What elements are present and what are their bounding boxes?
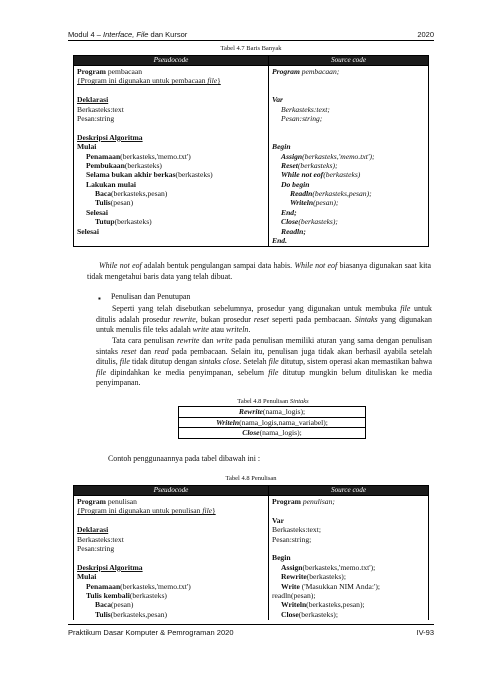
keyword: Lakukan mulai bbox=[86, 179, 137, 189]
syntax-cell bbox=[179, 407, 366, 418]
keyword: Program bbox=[272, 67, 300, 76]
table1-col-source: Source code bbox=[269, 56, 429, 66]
table3-source-cell bbox=[269, 496, 429, 621]
keyword: Begin bbox=[272, 142, 291, 152]
code-line bbox=[272, 86, 425, 95]
text-run: , bukan prosedur bbox=[195, 314, 254, 324]
code-line bbox=[77, 516, 265, 525]
italic-term: file bbox=[268, 367, 279, 377]
text-run: . bbox=[248, 325, 251, 335]
table3-caption: Tabel 4.8 Penulisan bbox=[225, 475, 277, 482]
keyword: Penamaan bbox=[86, 151, 121, 161]
paragraph-penulisan-2 bbox=[96, 336, 432, 389]
code-line bbox=[77, 582, 265, 591]
code-line bbox=[272, 208, 425, 217]
keyword: End; bbox=[281, 207, 297, 217]
bullet-icon: ▪ bbox=[98, 294, 101, 303]
code-text: (berkasteks); bbox=[297, 160, 338, 170]
code-line bbox=[77, 170, 265, 179]
code-text: (berkasteks,pesan) bbox=[111, 189, 168, 199]
keyword: Assign bbox=[281, 562, 303, 572]
syntax-args: (nama_logis); bbox=[262, 407, 306, 417]
keyword: Readln; bbox=[281, 226, 306, 236]
italic-term: sintaks close bbox=[199, 357, 240, 367]
keyword: Baca bbox=[95, 189, 112, 199]
code-line bbox=[272, 553, 425, 562]
table3-source-lines bbox=[272, 497, 425, 619]
code-line bbox=[272, 227, 425, 236]
code-text: (berkasteks); bbox=[298, 609, 338, 619]
keyword: While not eof bbox=[281, 170, 324, 180]
italic-term: file bbox=[400, 304, 411, 313]
code-line bbox=[77, 198, 265, 207]
code-line bbox=[272, 198, 425, 207]
keyword: End. bbox=[272, 236, 287, 246]
table3 bbox=[73, 485, 429, 620]
code-line bbox=[272, 236, 425, 245]
code-text: Berkasteks:text; bbox=[272, 525, 321, 535]
keyword: Writeln bbox=[281, 600, 307, 610]
code-text: (berkasteks) bbox=[129, 590, 167, 600]
code-text: penulisan bbox=[105, 497, 137, 506]
paragraph-while-not-eof: While not eof adalah bentuk pengulangan sampai data habis. While not eof biasanya digunakan saat kita tidak mengetahui baris data yang telah dibuat. bbox=[87, 261, 432, 281]
code-line bbox=[272, 497, 425, 506]
table1-source-cell bbox=[269, 66, 429, 247]
code-text: (pesan); bbox=[313, 198, 339, 208]
syntax-args: (nama_logis,nama_variabel); bbox=[239, 417, 328, 427]
keyword: Program bbox=[272, 497, 301, 506]
code-line bbox=[77, 544, 265, 553]
keyword: Selesai bbox=[86, 207, 108, 217]
code-line bbox=[272, 544, 425, 553]
keyword: Mulai bbox=[77, 142, 97, 152]
italic-term: file bbox=[119, 357, 130, 367]
text-run: ditutup mungkin belum dituliskan ke media penyimpanan. bbox=[96, 367, 432, 388]
code-line bbox=[272, 142, 425, 151]
code-text: Pesan:string; bbox=[281, 113, 323, 123]
code-line bbox=[77, 208, 265, 217]
module-title: Modul 4 – Interface, File dan Kursor bbox=[68, 30, 188, 39]
table3-pseudocode-lines bbox=[77, 497, 265, 619]
code-line bbox=[272, 123, 425, 132]
code-text: (berkasteks) bbox=[114, 217, 152, 227]
code-text: {Program ini digunakan untuk penulisan bbox=[77, 506, 203, 516]
code-line bbox=[272, 516, 425, 525]
underlined-text bbox=[77, 525, 108, 534]
code-text: {Program ini digunakan untuk pembacaan bbox=[77, 76, 208, 86]
code-line bbox=[272, 189, 425, 198]
code-text: (berkasteks); bbox=[306, 572, 346, 582]
underlined-text bbox=[77, 95, 108, 104]
code-text: pembacaan bbox=[105, 67, 143, 76]
code-line bbox=[77, 535, 265, 544]
code-line bbox=[272, 563, 425, 572]
code-text: (berkasteks,'memo.txt'); bbox=[302, 562, 376, 572]
code-text: Berkasteks:text bbox=[77, 534, 124, 544]
code-line bbox=[77, 591, 265, 600]
paragraph-penulisan-1 bbox=[96, 304, 432, 336]
code-text: (pesan) bbox=[111, 600, 134, 610]
italic-term: read bbox=[154, 346, 169, 356]
italic-term: reset bbox=[121, 346, 137, 356]
code-line bbox=[77, 105, 265, 114]
code-line bbox=[77, 525, 265, 534]
table1-caption: Tabel 4.7 Baris Banyak bbox=[220, 45, 282, 52]
code-line bbox=[272, 217, 425, 226]
syntax-cell bbox=[179, 417, 366, 428]
italic-term: rewrite bbox=[173, 314, 196, 324]
code-line bbox=[272, 161, 425, 170]
code-text: (pesan) bbox=[110, 198, 134, 208]
keyword: Tulis bbox=[95, 198, 111, 208]
code-line bbox=[77, 142, 265, 151]
table1-col-pseudocode: Pseudocode bbox=[74, 56, 269, 66]
text-run: ditutup, sistem operasi akan memastikan bahwa bbox=[278, 357, 432, 367]
italic-term: write bbox=[192, 325, 209, 335]
keyword: Program bbox=[77, 67, 106, 76]
code-line bbox=[77, 180, 265, 189]
code-line bbox=[272, 133, 425, 142]
table1-pseudocode-cell bbox=[74, 66, 269, 247]
keyword: Tulis kembali bbox=[86, 590, 130, 600]
code-line bbox=[77, 133, 265, 142]
code-line bbox=[272, 105, 425, 114]
code-text: penulisan; bbox=[300, 497, 335, 506]
syntax-keyword: Rewrite bbox=[238, 407, 263, 417]
keyword: Write bbox=[281, 581, 300, 591]
keyword: Do begin bbox=[281, 179, 310, 189]
text-run: pada pembacaan. Selain itu, penulisan juga tidak akan berhasil ayabila setelah ditulis, bbox=[96, 346, 432, 367]
text-run: tidak ditutup dengan bbox=[129, 357, 200, 367]
text-run: untuk ditulis adalah prosedur bbox=[96, 304, 432, 324]
page-header bbox=[68, 30, 434, 44]
code-line bbox=[77, 572, 265, 581]
italic-term: Sintaks bbox=[354, 314, 378, 324]
italic-word: file bbox=[207, 76, 218, 86]
table1-pseudocode-lines bbox=[77, 67, 265, 236]
keyword: Close bbox=[281, 609, 299, 619]
code-line bbox=[272, 76, 425, 85]
code-text: Pesan:string bbox=[77, 543, 115, 553]
table3-col-source: Source code bbox=[269, 486, 429, 496]
code-line bbox=[77, 610, 265, 619]
code-line bbox=[77, 189, 265, 198]
code-line bbox=[272, 582, 425, 591]
syntax-keyword: Close bbox=[242, 428, 260, 438]
table1 bbox=[73, 55, 429, 247]
underlined-text bbox=[77, 506, 216, 515]
code-text: } bbox=[217, 76, 221, 86]
keyword: Close bbox=[281, 217, 299, 227]
keyword: Writeln bbox=[290, 198, 314, 208]
code-line bbox=[77, 67, 265, 76]
intro-table3: Contoh penggunaannya pada tabel dibawah ini : bbox=[108, 454, 261, 463]
syntax-args: (nama_logis); bbox=[259, 428, 302, 438]
header-rule bbox=[68, 40, 434, 41]
code-line bbox=[77, 563, 265, 572]
code-line bbox=[77, 123, 265, 132]
keyword: Tulis bbox=[95, 609, 111, 619]
code-text: } bbox=[212, 506, 216, 516]
code-text: ('Masukkan NIM Anda:'); bbox=[299, 581, 380, 591]
code-line bbox=[272, 67, 425, 76]
keyword: Assign bbox=[281, 151, 303, 161]
text-run: pada penulisan memiliki aturan yang sama dengan penulisan sintaks bbox=[96, 336, 432, 356]
code-line bbox=[77, 217, 265, 226]
text-run: dipindahkan ke media penyimpanan, sebelum bbox=[106, 367, 269, 377]
underlined-text bbox=[77, 563, 143, 572]
page-footer bbox=[68, 628, 434, 637]
text-run: Seperti yang telah disebutkan sebelumnya, prosedur yang digunakan untuk membuka bbox=[112, 304, 401, 313]
code-text: (berkasteks) bbox=[124, 160, 162, 170]
code-line bbox=[77, 114, 265, 123]
syntax-keyword: Writeln bbox=[216, 417, 240, 427]
keyword: Readln bbox=[290, 189, 313, 199]
keyword: Deskripsi Algoritma bbox=[77, 132, 143, 142]
syntax-row bbox=[179, 417, 366, 428]
code-line bbox=[272, 525, 425, 534]
code-line bbox=[77, 152, 265, 161]
table3-pseudocode-cell bbox=[74, 496, 269, 621]
footer-title: Praktikum Dasar Komputer & Pemrograman 2020 bbox=[68, 628, 234, 637]
code-line bbox=[77, 553, 265, 562]
keyword: Var bbox=[272, 95, 283, 105]
code-text: (berkasteks) bbox=[175, 170, 213, 180]
code-line bbox=[77, 95, 265, 104]
table2-caption: Tabel 4.8 Penulisan Sintaks bbox=[237, 398, 309, 405]
code-line bbox=[272, 506, 425, 515]
code-line bbox=[77, 600, 265, 609]
keyword: Selama bukan akhir berkas bbox=[86, 170, 176, 180]
code-text: Berkasteks:text; bbox=[281, 104, 330, 114]
keyword: Penamaan bbox=[86, 581, 121, 591]
syntax-cell bbox=[179, 428, 366, 439]
keyword: Tutup bbox=[95, 217, 115, 227]
section-heading: Penulisan dan Penutupan bbox=[111, 292, 191, 301]
syntax-row bbox=[179, 407, 366, 418]
code-line bbox=[272, 170, 425, 179]
keyword: Program bbox=[77, 497, 106, 506]
code-line bbox=[272, 95, 425, 104]
code-text: pembacaan; bbox=[299, 67, 340, 76]
italic-term: file bbox=[96, 367, 107, 377]
code-text: (berkasteks,'memo.txt') bbox=[120, 581, 191, 591]
keyword: Selesai bbox=[77, 226, 99, 236]
code-text: (berkasteks); bbox=[298, 217, 338, 227]
code-line bbox=[77, 161, 265, 170]
footer-rule bbox=[68, 624, 434, 625]
italic-term: reset bbox=[253, 314, 269, 324]
keyword: Mulai bbox=[77, 572, 97, 582]
code-line bbox=[272, 610, 425, 619]
code-text: Pesan:string bbox=[77, 113, 115, 123]
text-run: yang digunakan untuk menulis file teks adalah bbox=[96, 314, 432, 335]
keyword: Deklarasi bbox=[77, 95, 109, 105]
keyword: Baca bbox=[95, 600, 112, 610]
code-text: (berkasteks,'memo.txt'); bbox=[302, 151, 375, 161]
italic-term: rewrite bbox=[176, 336, 200, 345]
code-line bbox=[77, 86, 265, 95]
keyword: Var bbox=[272, 515, 284, 525]
code-line bbox=[272, 591, 425, 600]
code-text: (berkasteks,'memo.txt') bbox=[120, 151, 191, 161]
code-line bbox=[77, 227, 265, 236]
table2 bbox=[178, 406, 366, 439]
text-run: atau bbox=[208, 325, 226, 335]
text-run: dan bbox=[199, 336, 217, 345]
code-line bbox=[77, 497, 265, 506]
text-run: seperti pada pembacaan. bbox=[268, 314, 355, 324]
italic-term: file bbox=[268, 357, 279, 367]
syntax-row bbox=[179, 428, 366, 439]
header-year: 2020 bbox=[417, 30, 434, 39]
table3-col-pseudocode: Pseudocode bbox=[74, 486, 269, 496]
page-number: IV-93 bbox=[416, 628, 434, 637]
code-text: (berkasteks,pesan); bbox=[312, 189, 372, 199]
code-line bbox=[272, 152, 425, 161]
keyword: Deskripsi Algoritma bbox=[77, 562, 143, 572]
keyword: Reset bbox=[281, 160, 298, 170]
text-run: . Setelah bbox=[239, 357, 269, 367]
code-text: (berkasteks) bbox=[323, 170, 361, 180]
text-run: dan bbox=[136, 346, 155, 356]
code-text: Berkasteks:text bbox=[77, 104, 124, 114]
underlined-text bbox=[77, 76, 221, 85]
code-text: (berkasteks,pesan); bbox=[306, 600, 365, 610]
code-line bbox=[77, 506, 265, 515]
underlined-text bbox=[77, 133, 143, 142]
code-line bbox=[272, 114, 425, 123]
table1-source-lines bbox=[272, 67, 425, 245]
keyword: Pembukaan bbox=[86, 160, 125, 170]
code-line bbox=[272, 535, 425, 544]
code-line bbox=[272, 572, 425, 581]
code-line bbox=[272, 180, 425, 189]
code-line bbox=[77, 76, 265, 85]
italic-term: write bbox=[216, 336, 233, 345]
keyword: Deklarasi bbox=[77, 525, 109, 535]
code-text: (berkasteks,pesan) bbox=[110, 609, 168, 619]
keyword: Rewrite bbox=[281, 572, 307, 582]
code-text: Pesan:string; bbox=[272, 534, 312, 544]
italic-term: writeln bbox=[225, 325, 249, 335]
italic-word: file bbox=[202, 506, 213, 516]
code-line bbox=[272, 600, 425, 609]
text-run: Tata cara penulisan bbox=[112, 336, 177, 345]
code-text: readln(pesan); bbox=[272, 590, 316, 600]
keyword: Begin bbox=[272, 553, 291, 563]
